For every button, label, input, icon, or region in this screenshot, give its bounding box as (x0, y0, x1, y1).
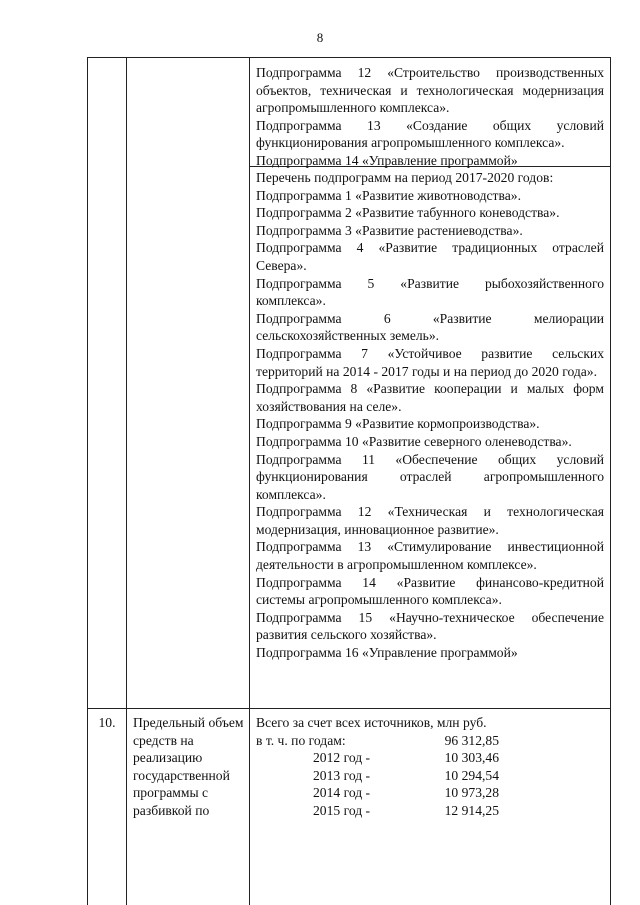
row10-label: Предельный объем средств на реализацию государственной программы с разбивкой по (133, 715, 244, 818)
funding-total-row (256, 732, 604, 750)
list-item: Подпрограмма 3 «Развитие растениеводства». (256, 222, 523, 238)
table-divider-col1 (126, 57, 127, 905)
list-item: Подпрограмма 14 «Управление программой» (256, 152, 518, 168)
subprograms-block-b (256, 169, 604, 662)
list-item: Подпрограмма 12 «Строительство производственных объектов, техническая и технологическая модернизация агропромышленного комплекса». (256, 65, 604, 116)
list-item: Подпрограмма 5 «Развитие рыбохозяйственного комплекса». (256, 275, 604, 309)
list-item: Подпрограмма 12 «Техническая и технологическая модернизация, инновационное развитие». (256, 504, 604, 537)
list-heading: Перечень подпрограмм на период 2017-2020 годов: (256, 170, 554, 185)
list-item: Подпрограмма 15 «Научно-техническое обеспечение развития сельского хозяйства». (256, 609, 604, 643)
list-item: Подпрограмма 10 «Развитие северного оленеводства». (256, 433, 572, 449)
year-label: 2014 год - (313, 785, 371, 801)
list-item: Подпрограмма 13 «Создание общих условий функционирования агропромышленного комплекса». (256, 117, 604, 151)
year-row (256, 767, 604, 785)
table-border-right (610, 57, 611, 905)
list-item: Подпрограмма 16 «Управление программой» (256, 645, 518, 661)
row10-number: 10. (98, 715, 116, 730)
list-item: Подпрограмма 13 «Стимулирование инвестиционной деятельности в агропромышленном комплексе». (256, 539, 604, 573)
list-item: Подпрограмма 1 «Развитие животноводства». (256, 187, 521, 203)
table-border-left (87, 57, 88, 905)
year-value: 12 914,25 (444, 802, 499, 818)
list-item: Подпрограмма 4 «Развитие традиционных отраслей Севера». (256, 240, 604, 273)
year-row (256, 784, 604, 802)
table-divider-row10 (87, 708, 610, 709)
year-row (256, 749, 604, 767)
year-label: 2013 год - (313, 767, 371, 783)
row10-funding (256, 714, 604, 820)
table-divider-col2 (249, 57, 250, 905)
list-item: Подпрограмма 8 «Развитие кооперации и малых форм хозяйствования на селе». (256, 381, 604, 414)
total-value: 96 312,85 (444, 732, 499, 748)
table-border-top (87, 57, 610, 58)
year-value: 10 973,28 (444, 785, 499, 801)
funding-total-label: Всего за счет всех источников, млн руб. (256, 715, 487, 730)
year-label: 2012 год - (313, 750, 371, 766)
year-label: 2015 год - (313, 802, 371, 818)
list-item: Подпрограмма 6 «Развитие мелиорации сельскохозяйственных земель». (256, 310, 604, 344)
subprograms-block-a (256, 64, 604, 170)
year-value: 10 303,46 (444, 750, 499, 766)
list-item: Подпрограмма 11 «Обеспечение общих условий функционирования отраслей агропромышленного комплекса». (256, 451, 604, 502)
by-years-label: в т. ч. по годам: (256, 732, 346, 748)
list-item: Подпрограмма 2 «Развитие табунного коневодства». (256, 205, 560, 221)
list-item: Подпрограмма 9 «Развитие кормопроизводства». (256, 416, 540, 432)
list-item: Подпрограмма 14 «Развитие финансово-кредитной системы агропромышленного комплекса». (256, 574, 604, 608)
year-row (256, 802, 604, 820)
year-value: 10 294,54 (444, 767, 499, 783)
page-number: 8 (316, 30, 324, 45)
list-item: Подпрограмма 7 «Устойчивое развитие сельских территорий на 2014 - 2017 годы и на период до 2020 года». (256, 345, 604, 379)
